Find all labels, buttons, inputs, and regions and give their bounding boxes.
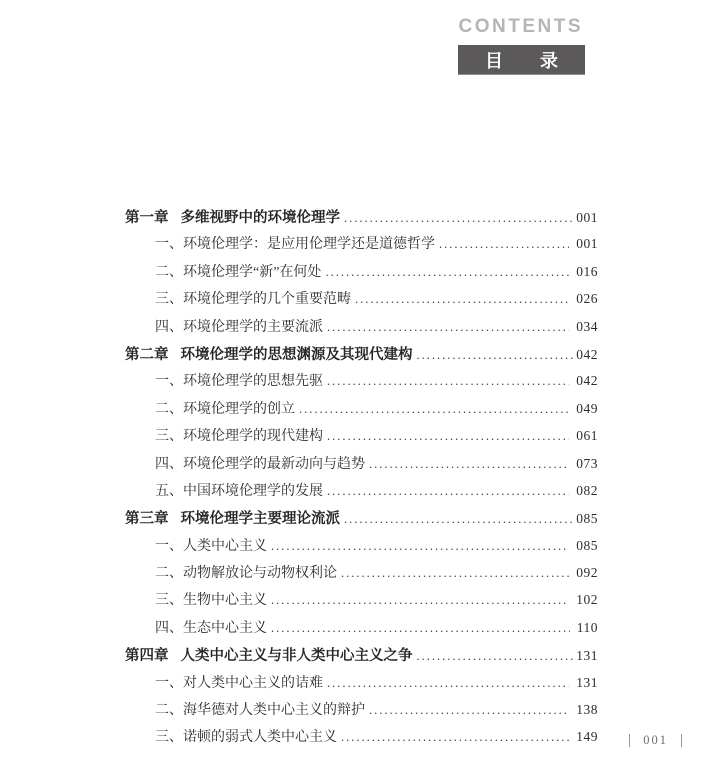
toc-entry (125, 699, 598, 726)
toc-entry-label: 三、 (155, 593, 183, 609)
toc-entry-page-number: 102 (576, 592, 598, 608)
dot-leader (271, 593, 569, 608)
toc-entry-label: 三、 (155, 730, 183, 746)
toc-entry-page-number: 092 (576, 565, 598, 581)
dot-leader (417, 348, 575, 363)
toc-entry-label: 五、 (155, 483, 183, 499)
toc-entry (125, 644, 598, 671)
toc-entry-title: 环境伦理学的思想先驱 (183, 374, 323, 390)
toc-entry (125, 398, 598, 425)
toc-entry (125, 617, 598, 644)
toc-entry-page-number: 001 (576, 236, 598, 252)
toc-entry-page-number: 049 (576, 400, 598, 416)
toc-entry-label: 一、 (155, 374, 183, 390)
dot-leader (271, 621, 570, 636)
toc-entry-title: 环境伦理学的创立 (183, 401, 295, 417)
toc-entry-label: 第三章 (125, 511, 169, 528)
toc-entry-title: 环境伦理学的现代建构 (183, 429, 323, 445)
toc-entry (125, 343, 598, 370)
toc-entry-title: 环境伦理学主要理论流派 (180, 511, 340, 528)
dot-leader (299, 402, 569, 417)
toc-entry-page-number: 138 (576, 702, 598, 718)
toc-entry (125, 288, 598, 315)
toc-entry-page-number: 001 (576, 210, 598, 225)
toc-entry-page-number: 061 (576, 428, 598, 444)
toc-entry-title: 诺顿的弱式人类中心主义 (183, 730, 337, 746)
toc-entry-title: 人类中心主义 (183, 538, 267, 554)
toc-entry (125, 261, 598, 288)
toc-title-box (458, 45, 585, 75)
dot-leader (327, 676, 569, 691)
toc-entry-label: 第四章 (125, 648, 169, 665)
toc-entry (125, 672, 598, 699)
dot-leader (271, 539, 569, 554)
toc-entry-title: 环境伦理学的几个重要范畴 (183, 292, 351, 308)
dot-leader (341, 566, 569, 581)
toc-entry-label: 四、 (155, 456, 183, 472)
footer-page-number: 001 (643, 733, 668, 747)
toc-entry (125, 316, 598, 343)
toc-entry-label: 四、 (155, 319, 183, 335)
toc-title-char-left: 目 (485, 50, 503, 71)
toc-entry-title: 多维视野中的环境伦理学 (180, 210, 340, 226)
dot-leader (355, 292, 569, 307)
toc-entry-label: 二、 (155, 566, 183, 582)
dot-leader (327, 320, 569, 335)
dot-leader (369, 703, 569, 718)
toc-entry-title: 环境伦理学的思想渊源及其现代建构 (180, 346, 413, 363)
toc-entry-title: 环境伦理学的主要流派 (183, 319, 323, 335)
toc-entry-page-number: 016 (576, 263, 598, 279)
toc-entry (125, 453, 598, 480)
table-of-contents (125, 206, 598, 754)
toc-entry (125, 562, 598, 589)
toc-entry-page-number: 085 (576, 537, 598, 553)
toc-entry-label: 二、 (155, 264, 183, 280)
toc-entry-label: 第一章 (125, 210, 169, 226)
toc-entry-label: 二、 (155, 401, 183, 417)
toc-entry (125, 507, 598, 534)
toc-entry (125, 535, 598, 562)
toc-entry-title: 海华德对人类中心主义的辩护 (183, 703, 365, 719)
toc-entry-page-number: 042 (576, 346, 598, 362)
toc-entry (125, 480, 598, 507)
toc-entry-title: 生物中心主义 (183, 593, 267, 609)
toc-entry-label: 三、 (155, 292, 183, 308)
dot-leader (325, 265, 569, 280)
toc-entry (125, 589, 598, 616)
dot-leader (439, 237, 569, 252)
toc-entry-page-number: 034 (576, 318, 598, 334)
contents-english-heading: CONTENTS (458, 16, 583, 37)
toc-entry-page-number: 110 (576, 619, 598, 635)
toc-entry-title: 环境伦理学：是应用伦理学还是道德哲学 (183, 237, 435, 253)
dot-leader (327, 484, 569, 499)
toc-entry-page-number: 026 (576, 291, 598, 307)
dot-leader (344, 512, 574, 527)
toc-entry-title: 生态中心主义 (183, 620, 267, 636)
dot-leader (369, 457, 569, 472)
toc-entry-page-number: 085 (576, 511, 598, 527)
dot-leader (341, 730, 569, 745)
toc-entry-title: 动物解放论与动物权利论 (183, 566, 337, 582)
toc-entry-title: 人类中心主义与非人类中心主义之争 (180, 648, 413, 665)
toc-entry-label: 一、 (155, 675, 183, 691)
toc-entry-title: 环境伦理学的最新动向与趋势 (183, 456, 365, 472)
dot-leader (327, 374, 569, 389)
toc-entry (125, 370, 598, 397)
toc-entry (125, 425, 598, 452)
page-footer (629, 733, 682, 748)
toc-entry-page-number: 131 (576, 674, 598, 690)
toc-entry-page-number: 131 (576, 648, 598, 664)
toc-entry (125, 233, 598, 260)
dot-leader (417, 649, 575, 664)
dot-leader (344, 211, 574, 226)
footer-divider-right (681, 734, 682, 747)
toc-entry-title: 对人类中心主义的诘难 (183, 675, 323, 691)
toc-entry (125, 206, 598, 233)
toc-entry-title: 中国环境伦理学的发展 (183, 483, 323, 499)
toc-entry-label: 三、 (155, 429, 183, 445)
toc-entry-page-number: 149 (576, 729, 598, 745)
toc-entry-label: 四、 (155, 620, 183, 636)
toc-entry-page-number: 082 (576, 482, 598, 498)
toc-entry (125, 726, 598, 753)
toc-entry-page-number: 073 (576, 455, 598, 471)
toc-entry-label: 第二章 (125, 346, 169, 363)
toc-title-char-right: 录 (540, 50, 558, 71)
toc-entry-label: 一、 (155, 237, 183, 253)
toc-entry-title: 环境伦理学“新”在何处 (183, 264, 322, 280)
dot-leader (327, 429, 569, 444)
toc-entry-label: 二、 (155, 703, 183, 719)
toc-entry-page-number: 042 (576, 373, 598, 389)
footer-divider-left (629, 734, 630, 747)
toc-entry-label: 一、 (155, 538, 183, 554)
